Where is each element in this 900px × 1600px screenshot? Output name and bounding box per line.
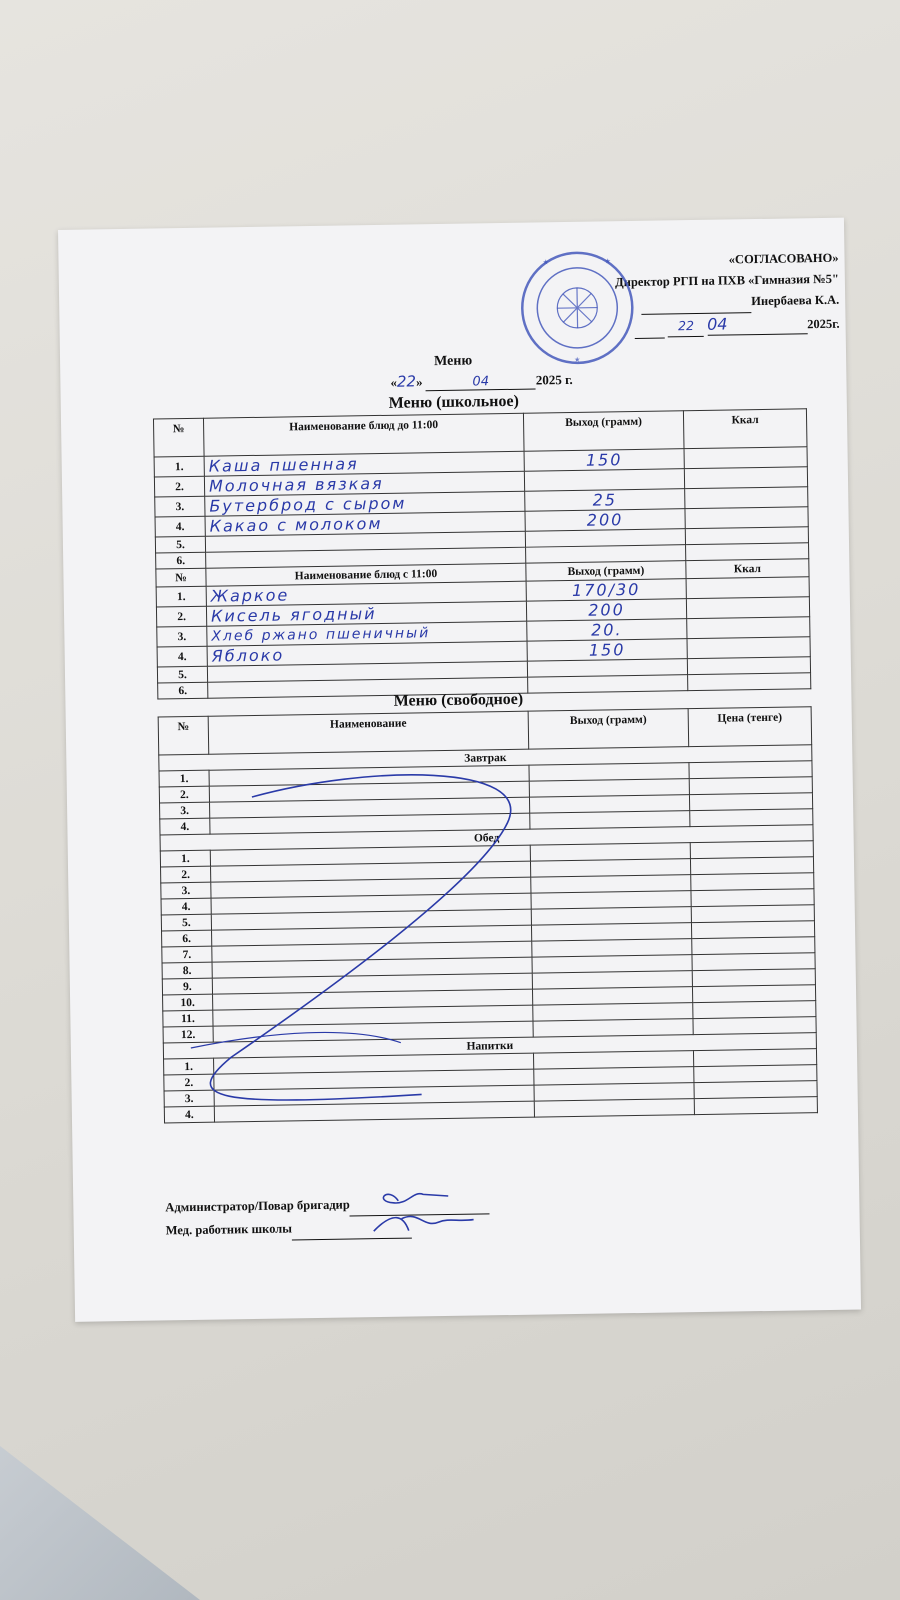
menu-date-month: 04 <box>426 374 536 392</box>
col-num: № <box>153 418 204 457</box>
approval-position: Директор РГП на ПХВ «Гимназия №5" <box>614 271 839 290</box>
svg-text:★: ★ <box>574 355 581 364</box>
menu-date-day: 22 <box>396 372 417 391</box>
table-row: 4. Яблоко 150 <box>157 637 810 667</box>
breakfast-label-row: Завтрак <box>159 745 812 771</box>
table-row: 5. <box>157 657 810 683</box>
table-row: 2. <box>159 777 812 803</box>
free-menu-title: Меню (свободное) <box>393 690 524 710</box>
table-row: 1. Каша пшенная 150 <box>154 447 807 477</box>
col-name: Наименование <box>208 711 529 754</box>
free-menu-header: № Наименование Выход (грамм) Цена (тенге) <box>158 707 812 755</box>
table-row: 9. <box>162 969 815 995</box>
med-label: Мед. работник школы <box>165 1221 293 1238</box>
school-menu-header-after: № Наименование блюд с 11:00 Выход (грамм) Ккал <box>156 559 809 587</box>
table-row: 1. Жаркое 170/30 <box>156 577 809 607</box>
table-row: 4. <box>161 889 814 915</box>
drinks-label-row: Напитки <box>163 1033 816 1059</box>
table-row: 11. <box>163 1001 816 1027</box>
table-row: 2. Кисель ягодный 200 <box>156 597 809 627</box>
table-row: 5. <box>155 527 808 553</box>
school-menu-table <box>153 408 811 699</box>
approval-date-day: 22 <box>668 315 704 338</box>
col-price: Цена (тенге) <box>688 707 812 747</box>
approval-block <box>615 248 840 340</box>
col-output: Выход (грамм) <box>523 411 684 452</box>
approval-date-month: 04 <box>707 312 807 336</box>
table-row: 12. <box>163 1017 816 1043</box>
table-row: 6. <box>156 543 809 569</box>
table-row: 6. <box>158 673 811 699</box>
col-output: Выход (грамм) <box>528 709 689 750</box>
table-row: 2. <box>161 857 814 883</box>
col-kcal: Ккал <box>683 409 807 449</box>
background-surface <box>0 1380 200 1600</box>
col-after-11: Наименование блюд с 11:00 <box>206 563 526 586</box>
table-row: 4. <box>160 809 813 835</box>
table-row: 7. <box>162 937 815 963</box>
svg-text:★: ★ <box>542 258 549 267</box>
menu-date-year: 2025 г. <box>535 371 573 388</box>
table-row: 2. Молочная вязкая <box>154 467 807 497</box>
table-row: 1. <box>159 761 812 787</box>
table-row: 1. <box>164 1049 817 1075</box>
col-before-11: Наименование блюд до 11:00 <box>203 413 524 456</box>
approval-title: «СОГЛАСОВАНО» <box>728 250 839 267</box>
lunch-label-row: Обед <box>160 825 813 851</box>
table-row: 4. Какао с молоком 200 <box>155 507 808 537</box>
menu-title: Меню <box>433 353 473 370</box>
approval-name: Инербаева К.А. <box>751 292 840 309</box>
menu-date: «22» 04 2025 г. <box>390 371 573 391</box>
table-row: 3. Хлеб ржано пшеничный 20. <box>157 617 810 647</box>
menu-document <box>58 218 861 1322</box>
school-stamp-icon <box>518 249 636 367</box>
free-menu-table <box>158 706 818 1123</box>
table-row: 3. <box>161 873 814 899</box>
table-row: 2. <box>164 1065 817 1091</box>
table-row: 8. <box>162 953 815 979</box>
table-row: 3. <box>164 1081 817 1107</box>
school-menu-title: Меню (школьное) <box>388 392 519 412</box>
handwritten-signatures-icon <box>363 1179 504 1241</box>
table-row: 5. <box>161 905 814 931</box>
svg-text:★: ★ <box>604 257 611 266</box>
table-row: 3. <box>160 793 813 819</box>
table-row: 4. <box>164 1097 817 1123</box>
table-row: 1. <box>160 841 813 867</box>
admin-label: Администратор/Повар бригадир <box>165 1197 350 1215</box>
table-row: 10. <box>163 985 816 1011</box>
table-row: 6. <box>162 921 815 947</box>
approval-year: 2025г. <box>807 316 840 332</box>
table-row: 3. Бутерброд с сыром 25 <box>155 487 808 517</box>
